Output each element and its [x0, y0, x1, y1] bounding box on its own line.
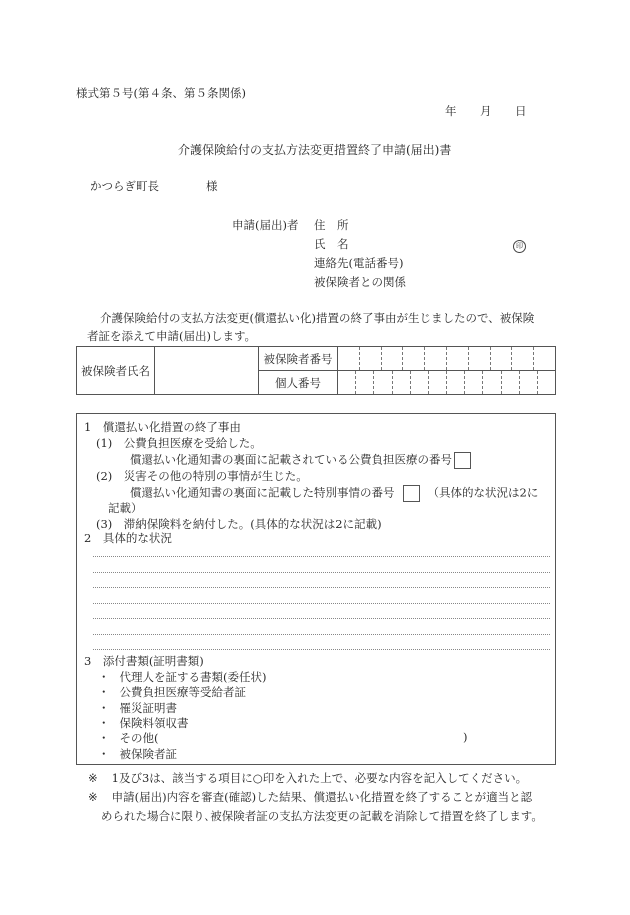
reason-1-label[interactable]: (1) 公費負担医療を受給した。 [96, 436, 262, 450]
note-mark: ※ [88, 790, 98, 804]
note-mark: ※ [88, 771, 98, 785]
section3-heading: 3 添付書類(証明書類) [84, 654, 204, 668]
attachment-item-label: 被保険者証 [119, 746, 177, 761]
digit-cell[interactable] [374, 371, 392, 394]
form-number: 様式第５号(第４条、第５条関係) [76, 86, 246, 100]
digit-cell[interactable] [447, 347, 469, 370]
reason-2-detail [130, 485, 538, 502]
address-label: 住 所 [314, 218, 349, 232]
reason-2-note: （具体的な状況は2に [427, 485, 539, 500]
attachment-item[interactable] [98, 701, 177, 715]
year-label: 年 [445, 104, 457, 118]
note-2-text: 申請(届出)内容を審査(確認)した結果、償還払い化措置を終了することが適当と認 [111, 790, 533, 804]
contact-label: 連絡先(電話番号) [314, 256, 404, 270]
attachment-item-label: 公費負担医療等受給者証 [119, 685, 246, 700]
digit-cell[interactable] [483, 371, 501, 394]
digit-cell[interactable] [465, 371, 483, 394]
digit-cell[interactable] [502, 371, 520, 394]
attachment-item-label: その他( [119, 731, 159, 746]
reason-1-detail-text: 償還払い化通知書の裏面に記載されている公費負担医療の番号 [130, 452, 452, 467]
write-line[interactable] [93, 572, 550, 573]
digit-cell[interactable] [512, 347, 534, 370]
section1-heading: 1 償還払い化措置の終了事由 [84, 420, 241, 434]
write-line[interactable] [93, 603, 550, 604]
attachment-item-label: 保険料領収書 [119, 715, 189, 730]
bullet: ・ [98, 700, 110, 715]
other-close-paren: ) [463, 730, 468, 744]
day-label: 日 [515, 104, 527, 118]
digit-cell[interactable] [538, 371, 555, 394]
attachment-item-label: 罹災証明書 [119, 700, 177, 715]
name-label: 氏 名 [314, 237, 349, 251]
digit-cell[interactable] [520, 371, 538, 394]
seal-icon: 印 [513, 237, 526, 253]
attachment-item[interactable] [98, 731, 159, 745]
digit-cell[interactable] [447, 371, 465, 394]
note-1-text: 1及び3は、該当する項目に○印を入れた上で、必要な内容を記入してください。 [111, 771, 528, 785]
reason-2-detail-text: 償還払い化通知書の裏面に記載した特別事情の番号 [130, 485, 395, 500]
reason-2-label[interactable]: (2) 災害その他の特別の事情が生じた。 [96, 469, 308, 483]
reason-2-note-cont: 記載） [108, 501, 143, 515]
digit-cell[interactable] [360, 347, 382, 370]
insured-number-label: 被保険者番号 [259, 347, 338, 371]
insured-name-field[interactable] [155, 347, 259, 395]
month-label: 月 [480, 104, 492, 118]
reason-3-label[interactable]: (3) 滞納保険料を納付した。(具体的な状況は2に記載) [96, 517, 382, 531]
write-line[interactable] [93, 618, 550, 619]
write-line[interactable] [93, 587, 550, 588]
document-title: 介護保険給付の支払方法変更措置終了申請(届出)書 [178, 143, 452, 157]
relation-label: 被保険者との関係 [314, 275, 406, 289]
bullet: ・ [98, 746, 110, 761]
digit-cell[interactable] [425, 347, 447, 370]
bullet: ・ [98, 715, 110, 730]
special-circumstance-number-box[interactable] [403, 485, 420, 502]
attachment-item[interactable] [98, 670, 266, 684]
digit-cell[interactable] [534, 347, 555, 370]
write-line[interactable] [93, 634, 550, 635]
personal-number-field[interactable] [338, 371, 556, 395]
insured-number-digit-grid[interactable] [338, 347, 555, 370]
applicant-label: 申請(届出)者 [232, 218, 299, 232]
section2-heading: 2 具体的な状況 [84, 531, 172, 545]
attachment-item-label: 代理人を証する書類(委任状) [119, 670, 267, 684]
digit-cell[interactable] [469, 347, 491, 370]
personal-number-label: 個人番号 [259, 371, 338, 395]
insured-info-table [76, 346, 556, 395]
attachment-item[interactable] [98, 747, 177, 761]
digit-cell[interactable] [403, 347, 425, 370]
digit-cell[interactable] [411, 371, 429, 394]
bullet: ・ [98, 731, 110, 746]
digit-cell[interactable] [382, 347, 404, 370]
addressee-honorific: 様 [206, 179, 218, 193]
addressee-name: かつらぎ町長 [90, 179, 159, 193]
bullet: ・ [98, 685, 110, 700]
digit-cell[interactable] [429, 371, 447, 394]
write-line[interactable] [93, 649, 550, 650]
digit-cell[interactable] [338, 347, 360, 370]
digit-cell[interactable] [393, 371, 411, 394]
statement-line-2: 者証を添えて申請(届出)します。 [87, 329, 257, 343]
statement-line-1: 介護保険給付の支払方法変更(償還払い化)措置の終了事由が生じましたので、被保険 [100, 311, 535, 325]
note-1 [88, 771, 527, 785]
attachment-item[interactable] [98, 685, 246, 699]
insured-number-field[interactable] [338, 347, 556, 371]
digit-cell[interactable] [356, 371, 374, 394]
personal-number-digit-grid[interactable] [338, 371, 555, 394]
digit-cell[interactable] [338, 371, 356, 394]
bullet: ・ [98, 670, 110, 684]
public-expense-number-box[interactable] [454, 452, 471, 469]
write-line[interactable] [93, 556, 550, 557]
note-2-cont: められた場合に限り､被保険者証の支払方法変更の記載を消除して措置を終了します。 [101, 809, 543, 823]
note-2 [88, 790, 532, 804]
insured-name-label: 被保険者氏名 [77, 347, 155, 395]
reason-1-detail [130, 452, 471, 469]
digit-cell[interactable] [491, 347, 513, 370]
attachment-item[interactable] [98, 716, 189, 730]
